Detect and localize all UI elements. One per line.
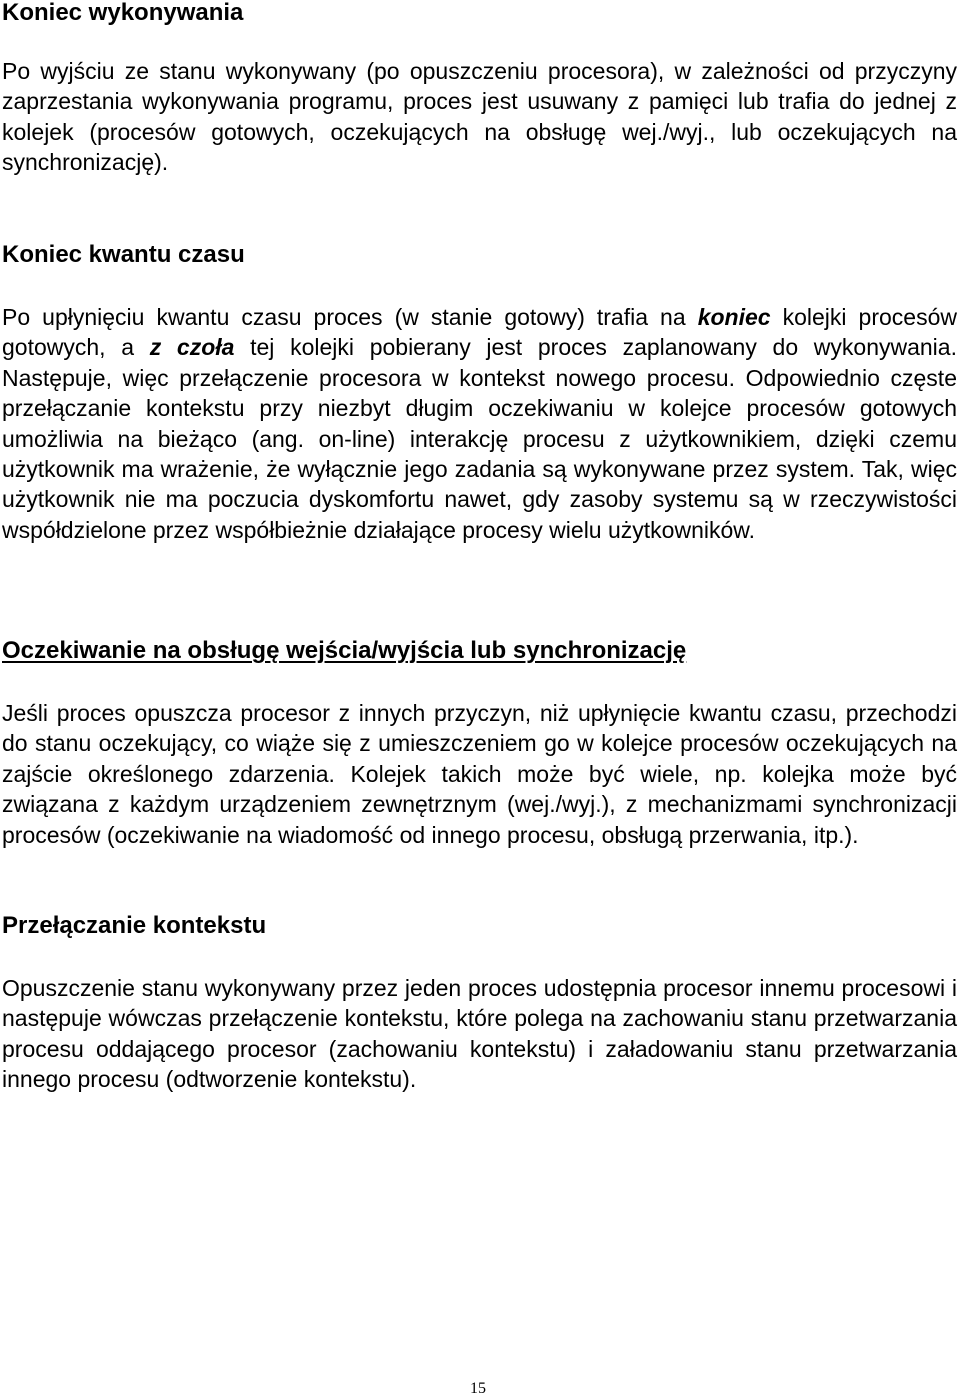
section-heading-koniec-wykonywania: Koniec wykonywania	[2, 0, 244, 26]
text-run: tej kolejki pobierany jest proces zaplanowany do wykonywania. Następuje, więc przełączenie procesora w kontekst nowego procesu. Odpowiednio częste przełączanie kontekstu przy niezbyt długim oczekiwaniu w kolejce procesów gotowych umożliwia na bieżąco (ang. on-line) interakcję procesu z użytkownikiem, dzięki czemu użytkownik ma wrażenie, że wyłącznie jego zadania są wykonywane przez system. Tak, więc użytkownik nie ma poczucia dyskomfortu nawet, gdy zasoby systemu są w rzeczywistości współdzielone przez współbieżnie działające procesy wielu użytkowników.	[2, 334, 957, 543]
paragraph-koniec-wykonywania: Po wyjściu ze stanu wykonywany (po opuszczeniu procesora), w zależności od przyczyny zaprzestania wykonywania programu, proces jest usuwany z pamięci lub trafia do jednej z kolejek (procesów gotowych, oczekujących na obsługę wej./wyj., lub oczekujących na synchronizację).	[2, 58, 957, 176]
text-run: kolejki procesów gotowych, a	[2, 304, 957, 361]
emphasis-koniec: koniec	[697, 304, 771, 330]
text-run: Po upłynięciu kwantu czasu proces (w stanie gotowy) trafia na	[2, 304, 698, 330]
paragraph-oczekiwanie: Jeśli proces opuszcza procesor z innych przyczyn, niż upłynięcie kwantu czasu, przechodzi do stanu oczekujący, co wiąże się z umieszczeniem go w kolejce procesów oczekujących na zajście określonego zdarzenia. Kolejek takich może być wiele, np. kolejka może być związana z każdym urządzeniem zewnętrznym (wej./wyj.), z mechanizmami synchronizacji procesów (oczekiwanie na wiadomość od innego procesu, obsługą przerwania, itp.).	[2, 700, 957, 848]
paragraph-przelaczanie-kontekstu: Opuszczenie stanu wykonywany przez jeden proces udostępnia procesor innemu procesowi i następuje wówczas przełączenie kontekstu, które polega na zachowaniu stanu przetwarzania procesu oddającego procesor (zachowaniu kontekstu) i załadowaniu stanu przetwarzania innego procesu (odtworzenie kontekstu).	[2, 975, 957, 1093]
section-heading-koniec-kwantu-czasu: Koniec kwantu czasu	[2, 241, 245, 268]
section-heading-oczekiwanie: Oczekiwanie na obsługę wejścia/wyjścia lub synchronizację	[2, 637, 687, 664]
page-number: 15	[470, 1380, 486, 1397]
paragraph-koniec-kwantu-czasu	[2, 302, 957, 545]
section-heading-przelaczanie-kontekstu: Przełączanie kontekstu	[2, 912, 267, 939]
emphasis-z-czola: z czoła	[149, 334, 235, 361]
